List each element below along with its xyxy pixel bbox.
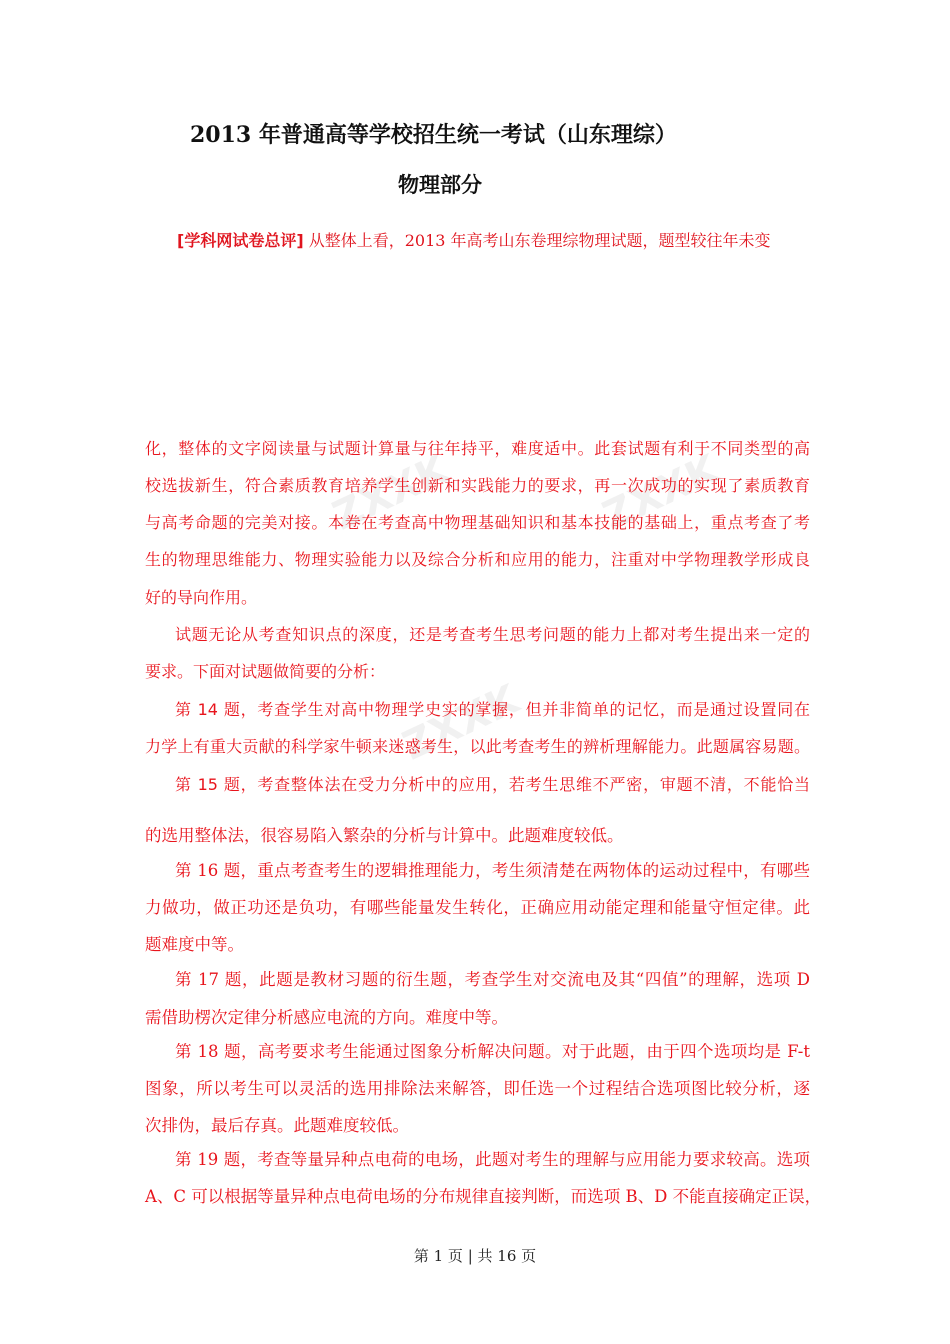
paragraph-line: 第 14 题，考查学生对高中物理学史实的掌握，但并非简单的记忆，而是通过设置同在 (175, 700, 810, 719)
watermark: ZXXK (325, 446, 456, 540)
paragraph-line: 化，整体的文字阅读量与试题计算量与往年持平，难度适中。此套试题有利于不同类型的高 (145, 439, 810, 458)
intro-tag: [学科网试卷总评] (177, 231, 304, 250)
paragraph-line: 需借助楞次定律分析感应电流的方向。难度中等。 (145, 1008, 508, 1027)
paragraph-line: 第 15 题，考查整体法在受力分析中的应用，若考生思维不严密，审题不清，不能恰当 (175, 775, 810, 794)
intro-line (177, 228, 771, 251)
paragraph-line: 第 17 题，此题是教材习题的衍生题，考查学生对交流电及其“四值”的理解，选项 D (175, 970, 810, 989)
watermark: ZXXK (595, 446, 726, 540)
paragraph-line: 要求。下面对试题做简要的分析： (145, 662, 386, 681)
paragraph-line: 题难度中等。 (145, 935, 244, 954)
document-subtitle: 物理部分 (398, 172, 482, 197)
page-footer: 第 1 页 | 共 16 页 (413, 1247, 537, 1265)
paragraph-line: A、C 可以根据等量异种点电荷电场的分布规律直接判断，而选项 B、D 不能直接确定正误， (145, 1187, 822, 1206)
intro-text: 从整体上看，2013 年高考山东卷理综物理试题，题型较往年未变 (303, 231, 771, 250)
paragraph-line: 的选用整体法，很容易陷入繁杂的分析与计算中。此题难度较低。 (145, 826, 624, 845)
paragraph-line: 好的导向作用。 (145, 588, 258, 607)
paragraph-line: 力做功，做正功还是负功，有哪些能量发生转化，正确应用动能定理和能量守恒定律。此 (145, 898, 810, 917)
paragraph-line: 与高考命题的完美对接。本卷在考查高中物理基础知识和基本技能的基础上，重点考查了考 (145, 513, 810, 532)
paragraph-line: 次排伪，最后存真。此题难度较低。 (145, 1116, 409, 1135)
paragraph-line: 试题无论从考查知识点的深度，还是考查考生思考问题的能力上都对考生提出来一定的 (175, 625, 810, 644)
watermark: ZXXK (395, 676, 526, 770)
paragraph-line: 生的物理思维能力、物理实验能力以及综合分析和应用的能力，注重对中学物理教学形成良 (145, 550, 810, 569)
document-title: 2013 年普通高等学校招生统一考试（山东理综） (190, 122, 677, 148)
paragraph-line: 力学上有重大贡献的科学家牛顿来迷惑考生，以此考查考生的辨析理解能力。此题属容易题。 (145, 737, 810, 756)
paragraph-line: 第 16 题，重点考查考生的逻辑推理能力，考生须清楚在两物体的运动过程中，有哪些 (175, 861, 810, 880)
paragraph-line: 校选拔新生，符合素质教育培养学生创新和实践能力的要求，再一次成功的实现了素质教育 (145, 476, 810, 495)
paragraph-line: 第 19 题，考查等量异种点电荷的电场，此题对考生的理解与应用能力要求较高。选项 (175, 1150, 810, 1169)
paragraph-line: 图象，所以考生可以灵活的选用排除法来解答，即任选一个过程结合选项图比较分析，逐 (145, 1079, 810, 1098)
paragraph-line: 第 18 题，高考要求考生能通过图象分析解决问题。对于此题，由于四个选项均是 F-t (175, 1042, 810, 1061)
